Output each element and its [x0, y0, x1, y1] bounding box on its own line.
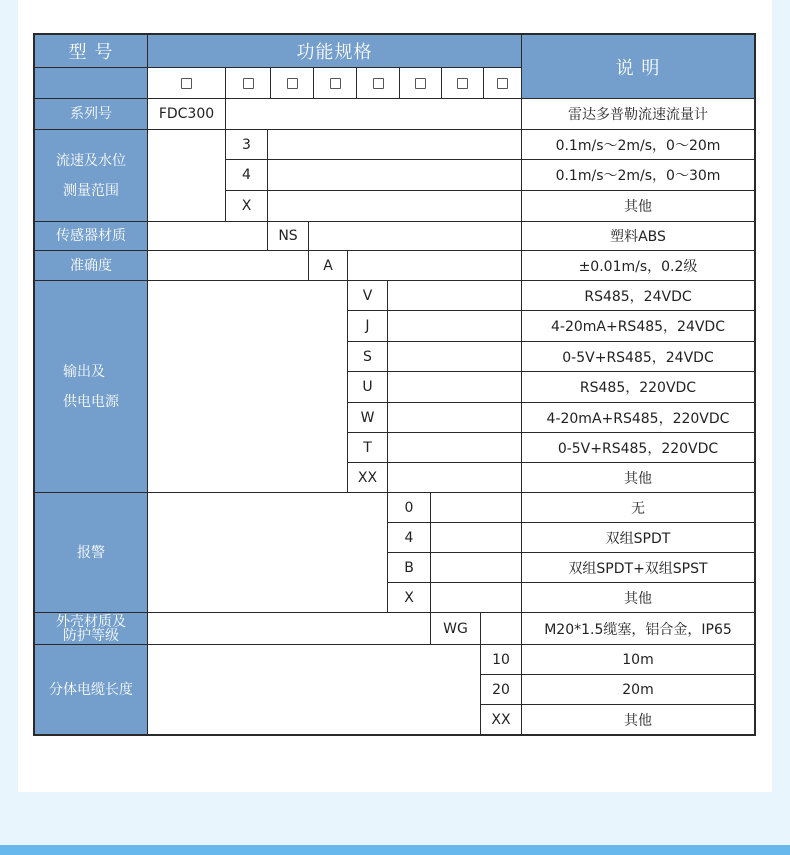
code-slot-2: [226, 68, 271, 99]
blank: [309, 222, 522, 251]
blank: [388, 342, 522, 372]
code-alarm-b: B: [388, 553, 431, 583]
label-alarm: 报警: [33, 493, 148, 613]
label-sensor: 传感器材质: [33, 222, 148, 251]
code-output-u: U: [348, 372, 388, 403]
code-slot-8: [484, 68, 522, 99]
desc-housing: M20*1.5缆塞，铝合金，IP65: [522, 613, 756, 645]
desc-output-u: RS485，220VDC: [522, 372, 756, 403]
code-cable-10: 10: [481, 645, 522, 675]
code-output-v: V: [348, 281, 388, 311]
desc-cable-xx: 其他: [522, 705, 756, 736]
label-series: 系列号: [33, 99, 148, 130]
desc-output-j: 4-20mA+RS485，24VDC: [522, 311, 756, 342]
code-cable-xx: XX: [481, 705, 522, 736]
blank: [388, 433, 522, 463]
code-sensor: NS: [268, 222, 309, 251]
label-housing-line1: 外壳材质及: [56, 613, 126, 630]
header-spec: 功能规格: [148, 33, 522, 68]
blank: [388, 403, 522, 433]
code-cable-20: 20: [481, 675, 522, 705]
code-slot-3: [271, 68, 314, 99]
box-icon: [243, 78, 254, 89]
code-slot-7: [442, 68, 484, 99]
label-housing: [33, 613, 148, 645]
blank: [268, 191, 522, 222]
blank: [431, 583, 522, 613]
desc-output-xx: 其他: [522, 463, 756, 493]
blank: [388, 463, 522, 493]
label-output-line2: 供电电源: [63, 393, 119, 410]
code-slot-4: [314, 68, 357, 99]
code-output-t: T: [348, 433, 388, 463]
desc-alarm-b: 双组SPDT+双组SPST: [522, 553, 756, 583]
code-series: FDC300: [148, 99, 226, 130]
label-range-line1: 流速及水位: [56, 152, 126, 169]
header-model-blank: [33, 68, 148, 99]
blank: [148, 493, 388, 613]
code-slot-5: [357, 68, 400, 99]
blank: [268, 130, 522, 160]
code-output-s: S: [348, 342, 388, 372]
blank: [388, 281, 522, 311]
code-output-xx: XX: [348, 463, 388, 493]
code-output-w: W: [348, 403, 388, 433]
label-cable: 分体电缆长度: [33, 645, 148, 736]
blank: [148, 251, 309, 281]
code-alarm-x: X: [388, 583, 431, 613]
blank: [148, 645, 481, 736]
blank: [148, 222, 268, 251]
code-range-4: 4: [226, 160, 268, 191]
desc-alarm-x: 其他: [522, 583, 756, 613]
desc-cable-20: 20m: [522, 675, 756, 705]
box-icon: [457, 78, 468, 89]
header-model: 型 号: [33, 33, 148, 68]
box-icon: [181, 78, 192, 89]
blank: [431, 493, 522, 523]
desc-range-x: 其他: [522, 191, 756, 222]
bottom-accent-bar: [0, 845, 790, 855]
desc-output-w: 4-20mA+RS485，220VDC: [522, 403, 756, 433]
code-slot-6: [400, 68, 442, 99]
desc-cable-10: 10m: [522, 645, 756, 675]
blank: [148, 281, 348, 493]
code-range-x: X: [226, 191, 268, 222]
blank: [481, 613, 522, 645]
desc-output-v: RS485，24VDC: [522, 281, 756, 311]
label-range: [33, 130, 148, 222]
blank: [148, 130, 226, 222]
box-icon: [497, 78, 508, 89]
code-range-3: 3: [226, 130, 268, 160]
code-housing: WG: [431, 613, 481, 645]
blank: [388, 311, 522, 342]
desc-range-4: 0.1m/s～2m/s，0～30m: [522, 160, 756, 191]
blank: [268, 160, 522, 191]
blank: [148, 613, 431, 645]
blank: [388, 372, 522, 403]
blank: [431, 523, 522, 553]
blank: [431, 553, 522, 583]
desc-series: 雷达多普勒流速流量计: [522, 99, 756, 130]
header-description: 说 明: [522, 33, 756, 99]
code-output-j: J: [348, 311, 388, 342]
code-slot-1: [148, 68, 226, 99]
blank: [226, 99, 522, 130]
label-accuracy: 准确度: [33, 251, 148, 281]
code-accuracy: A: [309, 251, 348, 281]
label-housing-line2: 防护等级: [63, 627, 119, 644]
desc-range-3: 0.1m/s～2m/s，0～20m: [522, 130, 756, 160]
desc-alarm-4: 双组SPDT: [522, 523, 756, 553]
label-range-line2: 测量范围: [63, 182, 119, 199]
box-icon: [330, 78, 341, 89]
code-alarm-4: 4: [388, 523, 431, 553]
desc-output-t: 0-5V+RS485，220VDC: [522, 433, 756, 463]
box-icon: [415, 78, 426, 89]
desc-sensor: 塑料ABS: [522, 222, 756, 251]
box-icon: [287, 78, 298, 89]
desc-accuracy: ±0.01m/s，0.2级: [522, 251, 756, 281]
label-output: [33, 281, 148, 493]
label-output-line1: 输出及: [63, 363, 105, 380]
desc-alarm-0: 无: [522, 493, 756, 523]
box-icon: [373, 78, 384, 89]
desc-output-s: 0-5V+RS485，24VDC: [522, 342, 756, 372]
blank: [348, 251, 522, 281]
code-alarm-0: 0: [388, 493, 431, 523]
